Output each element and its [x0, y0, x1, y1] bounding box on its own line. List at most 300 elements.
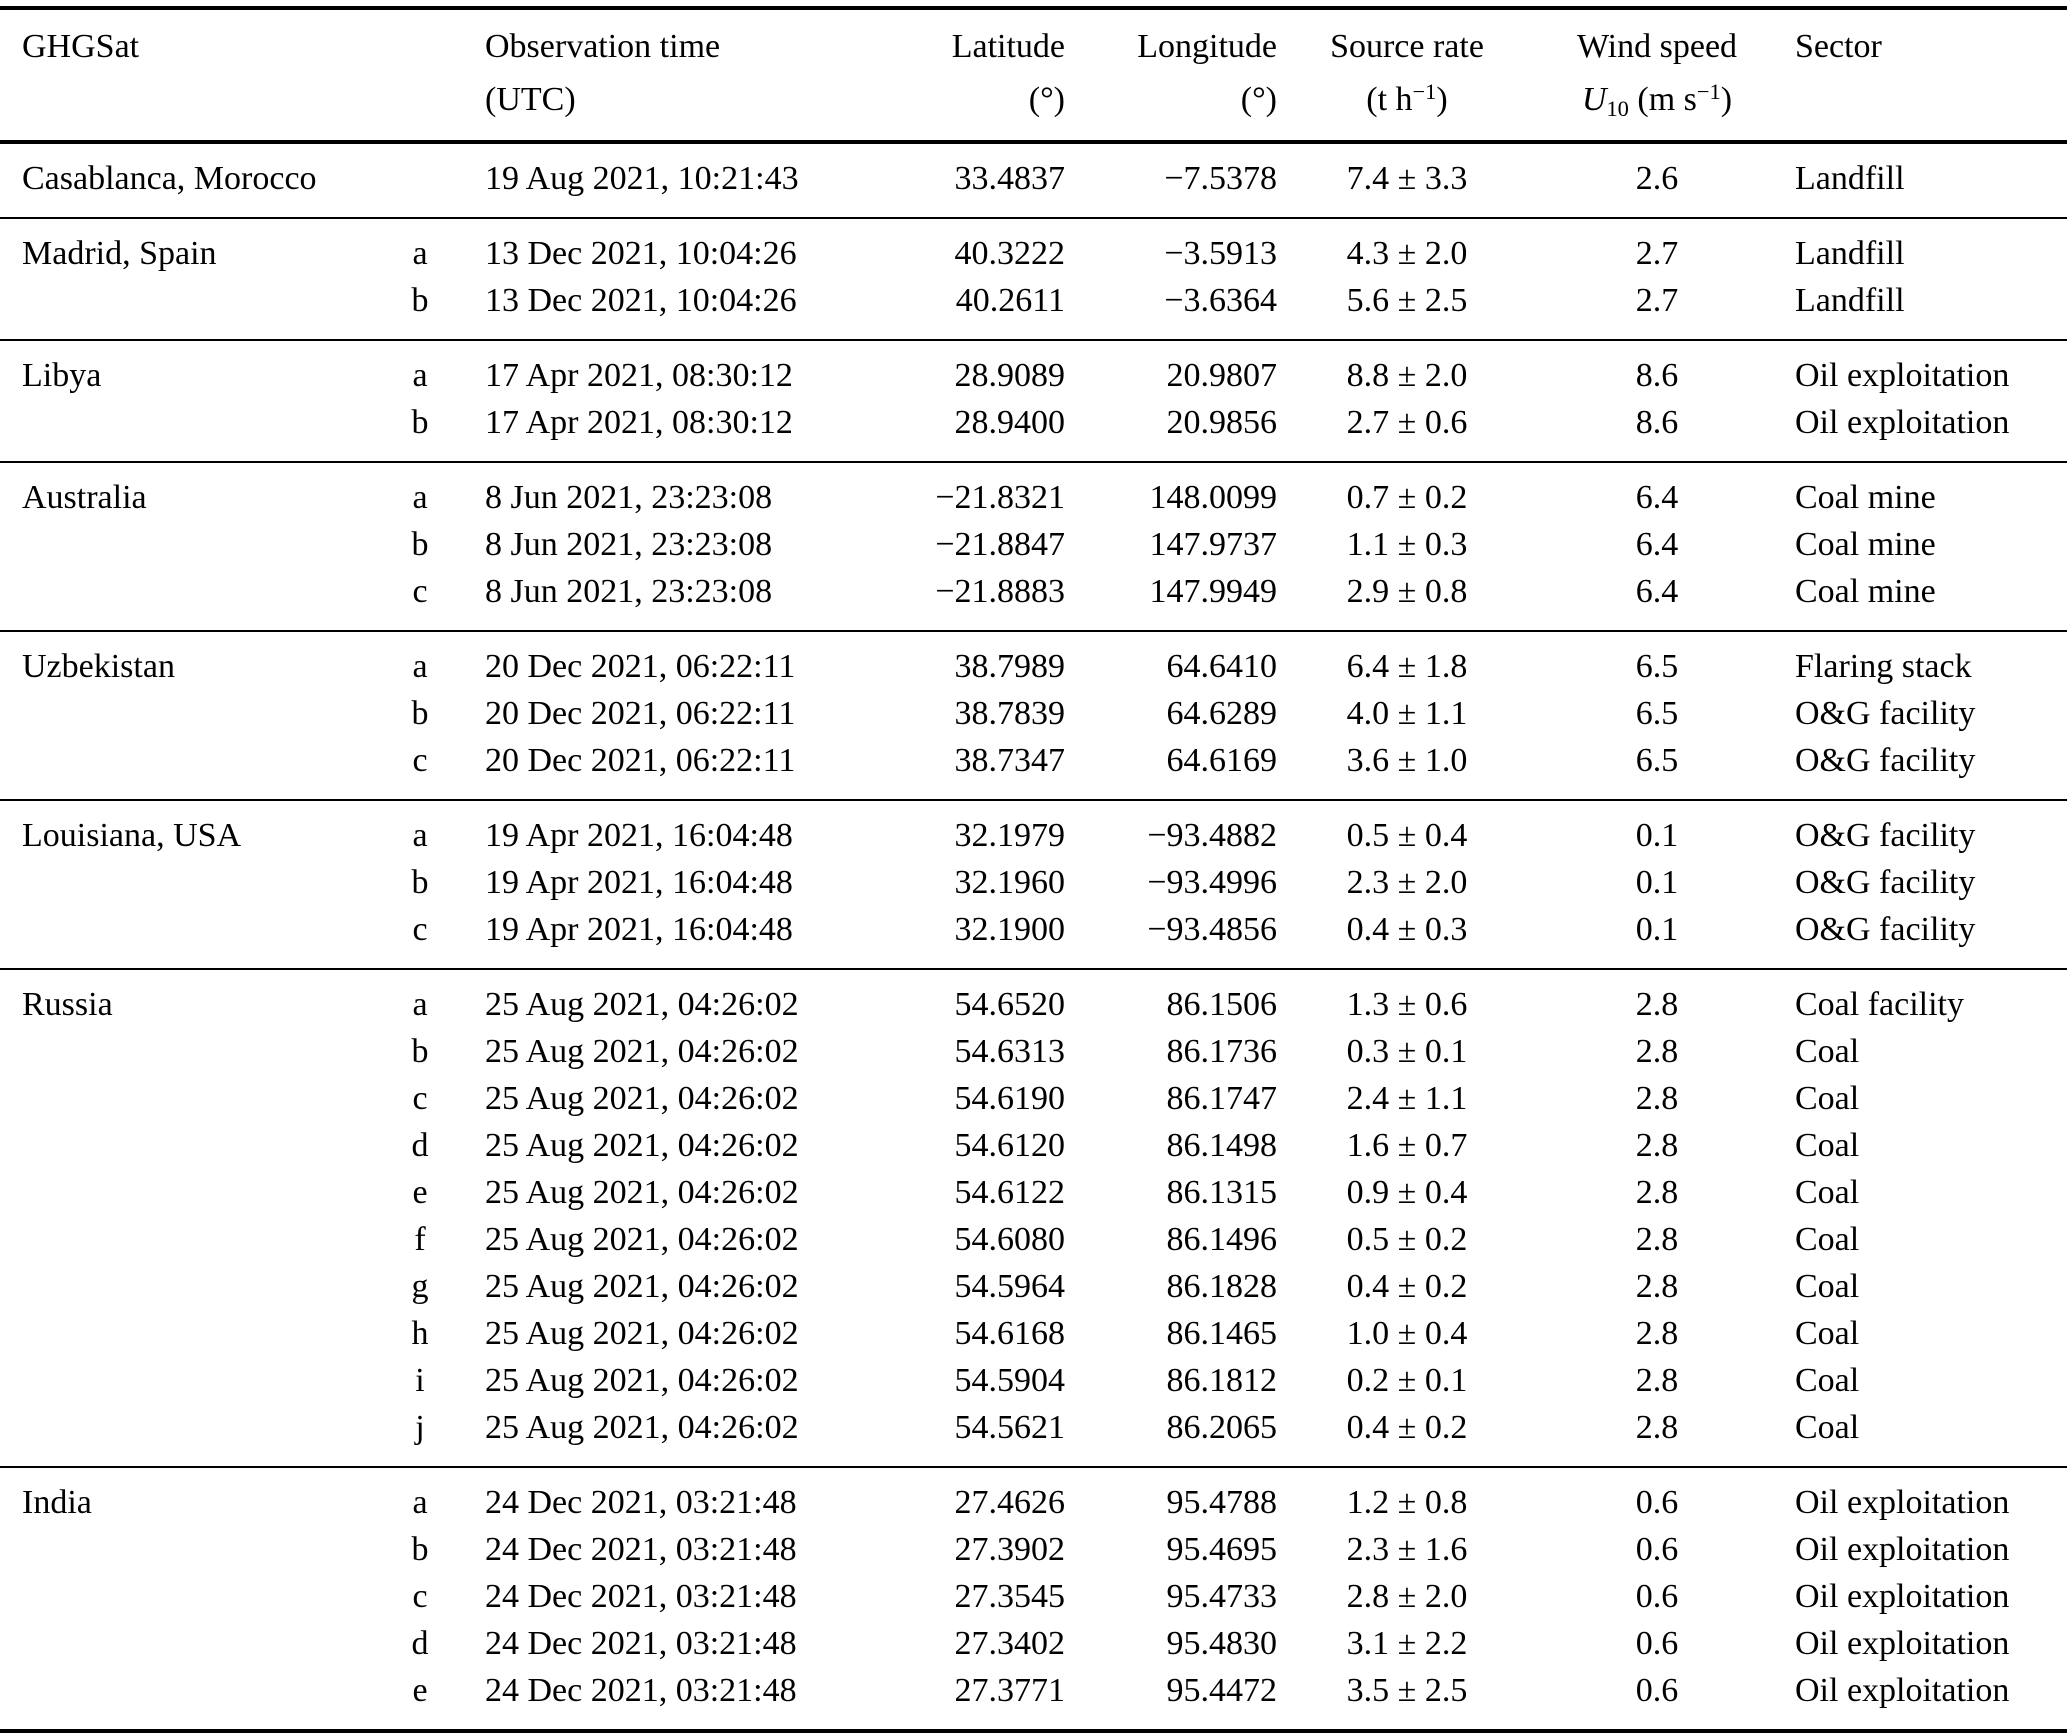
- sublabel-cell: a: [412, 1484, 428, 1521]
- sector-cell: Coal: [1795, 1080, 1860, 1117]
- sector-cell: O&G facility: [1795, 742, 1976, 779]
- latitude-cell: 27.3545: [954, 1578, 1065, 1615]
- time-cell: 19 Apr 2021, 16:04:48: [485, 817, 793, 854]
- sublabel-cell: a: [412, 235, 428, 272]
- time-cell: 24 Dec 2021, 03:21:48: [485, 1531, 797, 1568]
- sublabel-cell: a: [412, 479, 428, 516]
- longitude-cell: 86.1812: [1166, 1362, 1277, 1399]
- time-cell: 25 Aug 2021, 04:26:02: [485, 1174, 799, 1211]
- sublabel-cell: b: [411, 695, 429, 732]
- wind-speed-cell: 2.6: [1635, 160, 1679, 197]
- header-longitude-unit: (°): [1240, 81, 1277, 118]
- longitude-cell: 86.1747: [1166, 1080, 1277, 1117]
- wind-speed-cell: 8.6: [1635, 357, 1679, 394]
- wind-speed-cell: 0.1: [1635, 911, 1679, 948]
- time-cell: 13 Dec 2021, 10:04:26: [485, 282, 797, 319]
- latitude-cell: 38.7347: [954, 742, 1065, 779]
- location-cell: [0, 399, 390, 462]
- table-row: [0, 568, 2067, 631]
- sector-cell: Oil exploitation: [1795, 1672, 2010, 1709]
- sublabel-cell: b: [411, 282, 429, 319]
- sublabel-cell: a: [412, 648, 428, 685]
- header-longitude-label: Longitude: [1137, 28, 1277, 65]
- latitude-cell: 28.9400: [954, 404, 1065, 441]
- longitude-cell: 147.9737: [1149, 526, 1277, 563]
- time-cell: 20 Dec 2021, 06:22:11: [485, 648, 796, 685]
- time-cell: 25 Aug 2021, 04:26:02: [485, 1033, 799, 1070]
- latitude-cell: 54.6080: [954, 1221, 1065, 1258]
- table-row: [0, 1075, 2067, 1122]
- table-header: [0, 8, 2067, 142]
- col-header-wind-speed: [1537, 8, 1777, 142]
- wind-speed-cell: 2.8: [1635, 1174, 1679, 1211]
- wind-speed-cell: 0.6: [1635, 1531, 1679, 1568]
- latitude-cell: 54.6120: [954, 1127, 1065, 1164]
- table-row: [0, 1216, 2067, 1263]
- col-header-sublabel: [390, 8, 450, 142]
- location-cell: [0, 568, 390, 631]
- longitude-cell: 95.4788: [1166, 1484, 1277, 1521]
- latitude-cell: 27.4626: [954, 1484, 1065, 1521]
- sublabel-cell: a: [412, 986, 428, 1023]
- latitude-cell: 54.5964: [954, 1268, 1065, 1305]
- table-row: [0, 277, 2067, 340]
- wind-speed-cell: 2.8: [1635, 1033, 1679, 1070]
- wind-speed-cell: 6.5: [1635, 648, 1679, 685]
- table-row: [0, 1263, 2067, 1310]
- wind-speed-cell: 2.8: [1635, 1080, 1679, 1117]
- latitude-cell: −21.8321: [935, 479, 1065, 516]
- source-rate-cell: 3.6 ± 1.0: [1346, 742, 1468, 779]
- sector-cell: Coal: [1795, 1174, 1860, 1211]
- table-row: [0, 906, 2067, 969]
- col-header-latitude: [845, 8, 1065, 142]
- latitude-cell: 54.6122: [954, 1174, 1065, 1211]
- location-cell: Australia: [22, 479, 147, 516]
- source-rate-cell: 7.4 ± 3.3: [1346, 160, 1468, 197]
- location-cell: [0, 1263, 390, 1310]
- sublabel-cell: b: [411, 1033, 429, 1070]
- source-rate-cell: 6.4 ± 1.8: [1346, 648, 1468, 685]
- header-wind-speed-label: Wind speed: [1576, 28, 1738, 65]
- sector-cell: Coal facility: [1795, 986, 1965, 1023]
- source-rate-cell: 0.4 ± 0.2: [1346, 1268, 1468, 1305]
- source-rate-cell: 8.8 ± 2.0: [1346, 357, 1468, 394]
- wind-speed-cell: 2.8: [1635, 1268, 1679, 1305]
- sublabel-cell: h: [411, 1315, 429, 1352]
- group-india: [0, 1467, 2067, 1731]
- header-ghgsat-label: GHGSat: [22, 28, 140, 65]
- wind-speed-cell: 6.5: [1635, 695, 1679, 732]
- location-cell: [0, 1028, 390, 1075]
- location-cell: [0, 1075, 390, 1122]
- observations-table: [0, 6, 2067, 1733]
- sector-cell: Coal: [1795, 1409, 1860, 1446]
- sector-cell: Coal mine: [1795, 479, 1936, 516]
- sector-cell: Landfill: [1795, 235, 1905, 272]
- header-latitude-label: Latitude: [951, 28, 1065, 65]
- latitude-cell: −21.8847: [935, 526, 1065, 563]
- source-rate-cell: 2.9 ± 0.8: [1346, 573, 1468, 610]
- location-cell: [0, 1620, 390, 1667]
- table-row: [0, 1526, 2067, 1573]
- latitude-cell: 33.4837: [954, 160, 1065, 197]
- time-cell: 17 Apr 2021, 08:30:12: [485, 357, 793, 394]
- wind-speed-cell: 0.1: [1635, 817, 1679, 854]
- time-cell: 25 Aug 2021, 04:26:02: [485, 986, 799, 1023]
- sector-cell: Oil exploitation: [1795, 1625, 2010, 1662]
- latitude-cell: 40.3222: [954, 235, 1065, 272]
- sector-cell: Oil exploitation: [1795, 357, 2010, 394]
- latitude-cell: 38.7989: [954, 648, 1065, 685]
- sector-cell: Coal: [1795, 1127, 1860, 1164]
- table-row: [0, 1404, 2067, 1467]
- table-row: [0, 1467, 2067, 1526]
- group-casablanca-morocco: [0, 142, 2067, 218]
- time-cell: 25 Aug 2021, 04:26:02: [485, 1362, 799, 1399]
- source-rate-cell: 2.7 ± 0.6: [1346, 404, 1468, 441]
- col-header-sector: [1777, 8, 2067, 142]
- longitude-cell: −93.4882: [1147, 817, 1277, 854]
- sector-cell: Landfill: [1795, 282, 1905, 319]
- table-row: [0, 1169, 2067, 1216]
- source-rate-cell: 0.9 ± 0.4: [1346, 1174, 1468, 1211]
- longitude-cell: 86.1506: [1166, 986, 1277, 1023]
- source-rate-cell: 5.6 ± 2.5: [1346, 282, 1468, 319]
- location-cell: Casablanca, Morocco: [22, 160, 317, 197]
- longitude-cell: 86.2065: [1166, 1409, 1277, 1446]
- sector-cell: Oil exploitation: [1795, 1531, 2010, 1568]
- longitude-cell: 95.4830: [1166, 1625, 1277, 1662]
- table-row: [0, 1310, 2067, 1357]
- source-rate-cell: 1.1 ± 0.3: [1346, 526, 1468, 563]
- group-australia: [0, 462, 2067, 631]
- location-cell: [0, 690, 390, 737]
- time-cell: 25 Aug 2021, 04:26:02: [485, 1127, 799, 1164]
- sector-cell: Oil exploitation: [1795, 1484, 2010, 1521]
- location-cell: [0, 1404, 390, 1467]
- group-louisiana-usa: [0, 800, 2067, 969]
- table-row: [0, 737, 2067, 800]
- sector-cell: Coal mine: [1795, 573, 1936, 610]
- source-rate-cell: 0.3 ± 0.1: [1346, 1033, 1468, 1070]
- source-rate-cell: 2.3 ± 1.6: [1346, 1531, 1468, 1568]
- longitude-cell: 20.9856: [1166, 404, 1277, 441]
- source-rate-cell: 0.4 ± 0.2: [1346, 1409, 1468, 1446]
- sector-cell: O&G facility: [1795, 695, 1976, 732]
- longitude-cell: 95.4472: [1166, 1672, 1277, 1709]
- wind-speed-unit-pre: (m s: [1628, 81, 1697, 118]
- time-cell: 19 Aug 2021, 10:21:43: [485, 160, 799, 197]
- longitude-cell: 86.1465: [1166, 1315, 1277, 1352]
- sector-cell: Coal mine: [1795, 526, 1936, 563]
- sector-cell: Coal: [1795, 1268, 1860, 1305]
- sublabel-cell: g: [411, 1268, 429, 1305]
- col-header-ghgsat: [0, 8, 390, 142]
- latitude-cell: 38.7839: [954, 695, 1065, 732]
- source-rate-cell: 2.8 ± 2.0: [1346, 1578, 1468, 1615]
- sublabel-cell: i: [415, 1362, 425, 1399]
- wind-speed-cell: 2.7: [1635, 235, 1679, 272]
- location-cell: [0, 1573, 390, 1620]
- sublabel-cell: b: [411, 1531, 429, 1568]
- longitude-cell: 147.9949: [1149, 573, 1277, 610]
- wind-speed-cell: 6.4: [1635, 479, 1679, 516]
- source-rate-cell: 0.2 ± 0.1: [1346, 1362, 1468, 1399]
- location-cell: Libya: [22, 357, 102, 394]
- table-row: [0, 218, 2067, 277]
- sector-cell: Landfill: [1795, 160, 1905, 197]
- source-rate-cell: 4.0 ± 1.1: [1346, 695, 1468, 732]
- wind-speed-cell: 2.8: [1635, 1315, 1679, 1352]
- time-cell: 8 Jun 2021, 23:23:08: [485, 479, 773, 516]
- longitude-cell: −7.5378: [1164, 160, 1277, 197]
- longitude-cell: 86.1828: [1166, 1268, 1277, 1305]
- location-cell: [0, 906, 390, 969]
- table-row: [0, 399, 2067, 462]
- group-madrid-spain: [0, 218, 2067, 340]
- source-rate-cell: 0.5 ± 0.2: [1346, 1221, 1468, 1258]
- location-cell: Madrid, Spain: [22, 235, 217, 272]
- wind-speed-cell: 8.6: [1635, 404, 1679, 441]
- wind-speed-cell: 2.8: [1635, 1221, 1679, 1258]
- header-latitude-unit: (°): [1028, 81, 1065, 118]
- group-libya: [0, 340, 2067, 462]
- source-rate-cell: 3.5 ± 2.5: [1346, 1672, 1468, 1709]
- wind-speed-variable: U: [1581, 81, 1607, 118]
- source-rate-cell: 1.0 ± 0.4: [1346, 1315, 1468, 1352]
- sublabel-cell: f: [414, 1221, 426, 1258]
- source-rate-unit-pre: (t h: [1366, 81, 1413, 118]
- longitude-cell: −3.5913: [1164, 235, 1277, 272]
- location-cell: [0, 1310, 390, 1357]
- sublabel-cell: c: [412, 1080, 428, 1117]
- longitude-cell: −3.6364: [1164, 282, 1277, 319]
- latitude-cell: 54.6520: [954, 986, 1065, 1023]
- longitude-cell: 148.0099: [1149, 479, 1277, 516]
- wind-speed-cell: 2.8: [1635, 1409, 1679, 1446]
- wind-speed-unit-sup: −1: [1696, 78, 1721, 104]
- wind-speed-cell: 0.1: [1635, 864, 1679, 901]
- table-row: [0, 690, 2067, 737]
- time-cell: 20 Dec 2021, 06:22:11: [485, 742, 796, 779]
- table-row: [0, 340, 2067, 399]
- time-cell: 8 Jun 2021, 23:23:08: [485, 573, 773, 610]
- col-header-source-rate: [1277, 8, 1537, 142]
- wind-speed-cell: 0.6: [1635, 1625, 1679, 1662]
- wind-speed-cell: 2.7: [1635, 282, 1679, 319]
- header-row: [0, 8, 2067, 142]
- sector-cell: O&G facility: [1795, 817, 1976, 854]
- source-rate-cell: 1.2 ± 0.8: [1346, 1484, 1468, 1521]
- longitude-cell: 86.1498: [1166, 1127, 1277, 1164]
- sublabel-cell: j: [415, 1409, 425, 1446]
- longitude-cell: 20.9807: [1166, 357, 1277, 394]
- time-cell: 25 Aug 2021, 04:26:02: [485, 1080, 799, 1117]
- sector-cell: Coal: [1795, 1033, 1860, 1070]
- sublabel-cell: c: [412, 742, 428, 779]
- latitude-cell: 54.6313: [954, 1033, 1065, 1070]
- location-cell: [0, 859, 390, 906]
- location-cell: India: [22, 1484, 92, 1521]
- group-russia: [0, 969, 2067, 1467]
- wind-speed-cell: 2.8: [1635, 986, 1679, 1023]
- table-row: [0, 631, 2067, 690]
- wind-speed-cell: 0.6: [1635, 1578, 1679, 1615]
- table-row: [0, 859, 2067, 906]
- sector-cell: Oil exploitation: [1795, 1578, 2010, 1615]
- location-cell: Russia: [22, 986, 113, 1023]
- table-row: [0, 1573, 2067, 1620]
- longitude-cell: −93.4856: [1147, 911, 1277, 948]
- latitude-cell: 54.5904: [954, 1362, 1065, 1399]
- wind-speed-cell: 2.8: [1635, 1127, 1679, 1164]
- latitude-cell: 27.3902: [954, 1531, 1065, 1568]
- longitude-cell: 64.6169: [1166, 742, 1277, 779]
- location-cell: [0, 1526, 390, 1573]
- wind-speed-cell: 6.4: [1635, 526, 1679, 563]
- wind-speed-unit-post: ): [1720, 81, 1733, 118]
- location-cell: [0, 1216, 390, 1263]
- time-cell: 24 Dec 2021, 03:21:48: [485, 1578, 797, 1615]
- time-cell: 25 Aug 2021, 04:26:02: [485, 1221, 799, 1258]
- location-cell: [0, 277, 390, 340]
- table-row: [0, 969, 2067, 1028]
- sector-cell: Coal: [1795, 1221, 1860, 1258]
- location-cell: Uzbekistan: [22, 648, 175, 685]
- latitude-cell: 54.5621: [954, 1409, 1065, 1446]
- location-cell: [0, 1667, 390, 1731]
- longitude-cell: 86.1496: [1166, 1221, 1277, 1258]
- location-cell: [0, 737, 390, 800]
- longitude-cell: 64.6289: [1166, 695, 1277, 732]
- table-row: [0, 142, 2067, 218]
- location-cell: Louisiana, USA: [22, 817, 242, 854]
- time-cell: 19 Apr 2021, 16:04:48: [485, 864, 793, 901]
- sublabel-cell: e: [412, 1672, 428, 1709]
- time-cell: 19 Apr 2021, 16:04:48: [485, 911, 793, 948]
- latitude-cell: 32.1960: [954, 864, 1065, 901]
- time-cell: 25 Aug 2021, 04:26:02: [485, 1409, 799, 1446]
- latitude-cell: 28.9089: [954, 357, 1065, 394]
- header-source-rate-unit: [1277, 73, 1537, 126]
- header-observation-time-label: Observation time: [485, 28, 721, 65]
- time-cell: 24 Dec 2021, 03:21:48: [485, 1672, 797, 1709]
- table-row: [0, 1357, 2067, 1404]
- sector-cell: Flaring stack: [1795, 648, 1972, 685]
- longitude-cell: 95.4695: [1166, 1531, 1277, 1568]
- sublabel-cell: b: [411, 526, 429, 563]
- sublabel-cell: b: [411, 404, 429, 441]
- time-cell: 25 Aug 2021, 04:26:02: [485, 1268, 799, 1305]
- time-cell: 17 Apr 2021, 08:30:12: [485, 404, 793, 441]
- wind-speed-cell: 0.6: [1635, 1672, 1679, 1709]
- wind-speed-cell: 2.8: [1635, 1362, 1679, 1399]
- source-rate-unit-sup: −1: [1412, 78, 1437, 104]
- latitude-cell: 27.3402: [954, 1625, 1065, 1662]
- latitude-cell: 40.2611: [955, 282, 1065, 319]
- time-cell: 8 Jun 2021, 23:23:08: [485, 526, 773, 563]
- location-cell: [0, 521, 390, 568]
- source-rate-cell: 2.4 ± 1.1: [1346, 1080, 1468, 1117]
- sublabel-cell: d: [411, 1625, 429, 1662]
- time-cell: 25 Aug 2021, 04:26:02: [485, 1315, 799, 1352]
- sublabel-cell: c: [412, 911, 428, 948]
- source-rate-cell: 3.1 ± 2.2: [1346, 1625, 1468, 1662]
- latitude-cell: 32.1979: [954, 817, 1065, 854]
- col-header-longitude: [1065, 8, 1277, 142]
- time-cell: 13 Dec 2021, 10:04:26: [485, 235, 797, 272]
- group-uzbekistan: [0, 631, 2067, 800]
- source-rate-cell: 2.3 ± 2.0: [1346, 864, 1468, 901]
- table-row: [0, 800, 2067, 859]
- sector-cell: O&G facility: [1795, 864, 1976, 901]
- source-rate-cell: 1.3 ± 0.6: [1346, 986, 1468, 1023]
- time-cell: 24 Dec 2021, 03:21:48: [485, 1484, 797, 1521]
- table-row: [0, 1667, 2067, 1731]
- location-cell: [0, 1357, 390, 1404]
- longitude-cell: 95.4733: [1166, 1578, 1277, 1615]
- location-cell: [0, 1122, 390, 1169]
- source-rate-cell: 0.5 ± 0.4: [1346, 817, 1468, 854]
- time-cell: 20 Dec 2021, 06:22:11: [485, 695, 796, 732]
- source-rate-cell: 1.6 ± 0.7: [1346, 1127, 1468, 1164]
- sector-cell: Coal: [1795, 1315, 1860, 1352]
- longitude-cell: 64.6410: [1166, 648, 1277, 685]
- sublabel-cell: d: [411, 1127, 429, 1164]
- sublabel-cell: c: [412, 573, 428, 610]
- latitude-cell: 54.6168: [954, 1315, 1065, 1352]
- wind-speed-cell: 6.4: [1635, 573, 1679, 610]
- col-header-observation-time: [450, 8, 845, 142]
- latitude-cell: 32.1900: [954, 911, 1065, 948]
- table-row: [0, 1028, 2067, 1075]
- sector-cell: Coal: [1795, 1362, 1860, 1399]
- location-cell: [0, 1169, 390, 1216]
- time-cell: 24 Dec 2021, 03:21:48: [485, 1625, 797, 1662]
- sublabel-cell: [390, 142, 450, 218]
- wind-speed-cell: 6.5: [1635, 742, 1679, 779]
- sector-cell: O&G facility: [1795, 911, 1976, 948]
- sublabel-cell: c: [412, 1578, 428, 1615]
- sublabel-cell: a: [412, 817, 428, 854]
- latitude-cell: −21.8883: [935, 573, 1065, 610]
- longitude-cell: 86.1736: [1166, 1033, 1277, 1070]
- sublabel-cell: b: [411, 864, 429, 901]
- longitude-cell: 86.1315: [1166, 1174, 1277, 1211]
- wind-speed-cell: 0.6: [1635, 1484, 1679, 1521]
- wind-speed-variable-sub: 10: [1606, 96, 1629, 122]
- table-row: [0, 1620, 2067, 1667]
- longitude-cell: −93.4996: [1147, 864, 1277, 901]
- sublabel-cell: e: [412, 1174, 428, 1211]
- source-rate-cell: 0.4 ± 0.3: [1346, 911, 1468, 948]
- source-rate-cell: 4.3 ± 2.0: [1346, 235, 1468, 272]
- header-sector-label: Sector: [1795, 28, 1882, 65]
- table-row: [0, 521, 2067, 568]
- header-observation-time-unit: (UTC): [485, 81, 576, 118]
- source-rate-cell: 0.7 ± 0.2: [1346, 479, 1468, 516]
- latitude-cell: 54.6190: [954, 1080, 1065, 1117]
- sector-cell: Oil exploitation: [1795, 404, 2010, 441]
- table-row: [0, 1122, 2067, 1169]
- source-rate-unit-post: ): [1436, 81, 1448, 118]
- table-row: [0, 462, 2067, 521]
- latitude-cell: 27.3771: [954, 1672, 1065, 1709]
- header-wind-speed-unit: [1537, 73, 1777, 126]
- sublabel-cell: a: [412, 357, 428, 394]
- header-source-rate-label: Source rate: [1330, 28, 1484, 65]
